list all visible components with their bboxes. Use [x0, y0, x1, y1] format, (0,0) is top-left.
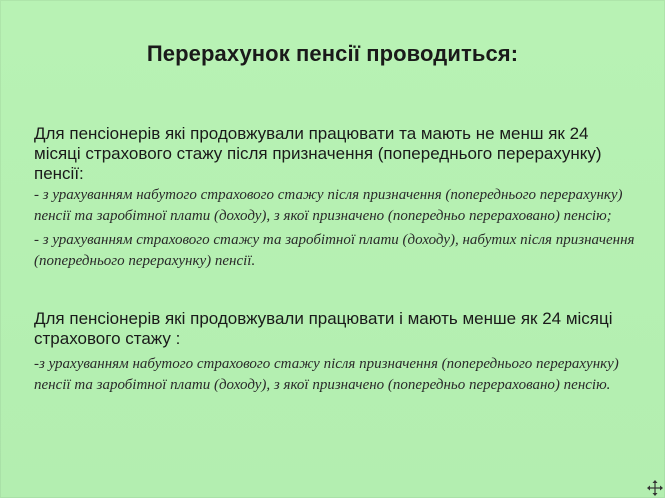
- section-1-item-1: - з урахуванням набутого страхового стажу після призначення (попереднього перерахунку) пенсії та заробітної плати (доходу), з якої призначено (попередньо перераховано) пенсію;: [34, 187, 623, 224]
- section-1-item-2: - з урахуванням страхового стажу та заробітної плати (доходу), набутих після призначення (попереднього перерахунку) пенсії.: [34, 232, 635, 269]
- section-working-24-plus: [34, 124, 639, 271]
- section-2-lead: Для пенсіонерів які продовжували працювати і мають менше як 24 місяці страхового стажу :: [34, 309, 613, 348]
- section-working-less-24: [34, 309, 639, 395]
- section-1-lead: Для пенсіонерів які продовжували працювати та мають не менш як 24 місяці страхового стажу після призначення (попереднього перерахунку) пенсії:: [34, 124, 602, 183]
- section-2-item-1: -з урахуванням набутого страхового стажу після призначення (попереднього перерахунку) пенсії та заробітної плати (доходу), з якої призначено (попередньо перераховано) пенсію.: [34, 356, 619, 393]
- resize-arrows-icon[interactable]: [647, 480, 663, 496]
- slide-title: Перерахунок пенсії проводиться:: [146, 41, 519, 66]
